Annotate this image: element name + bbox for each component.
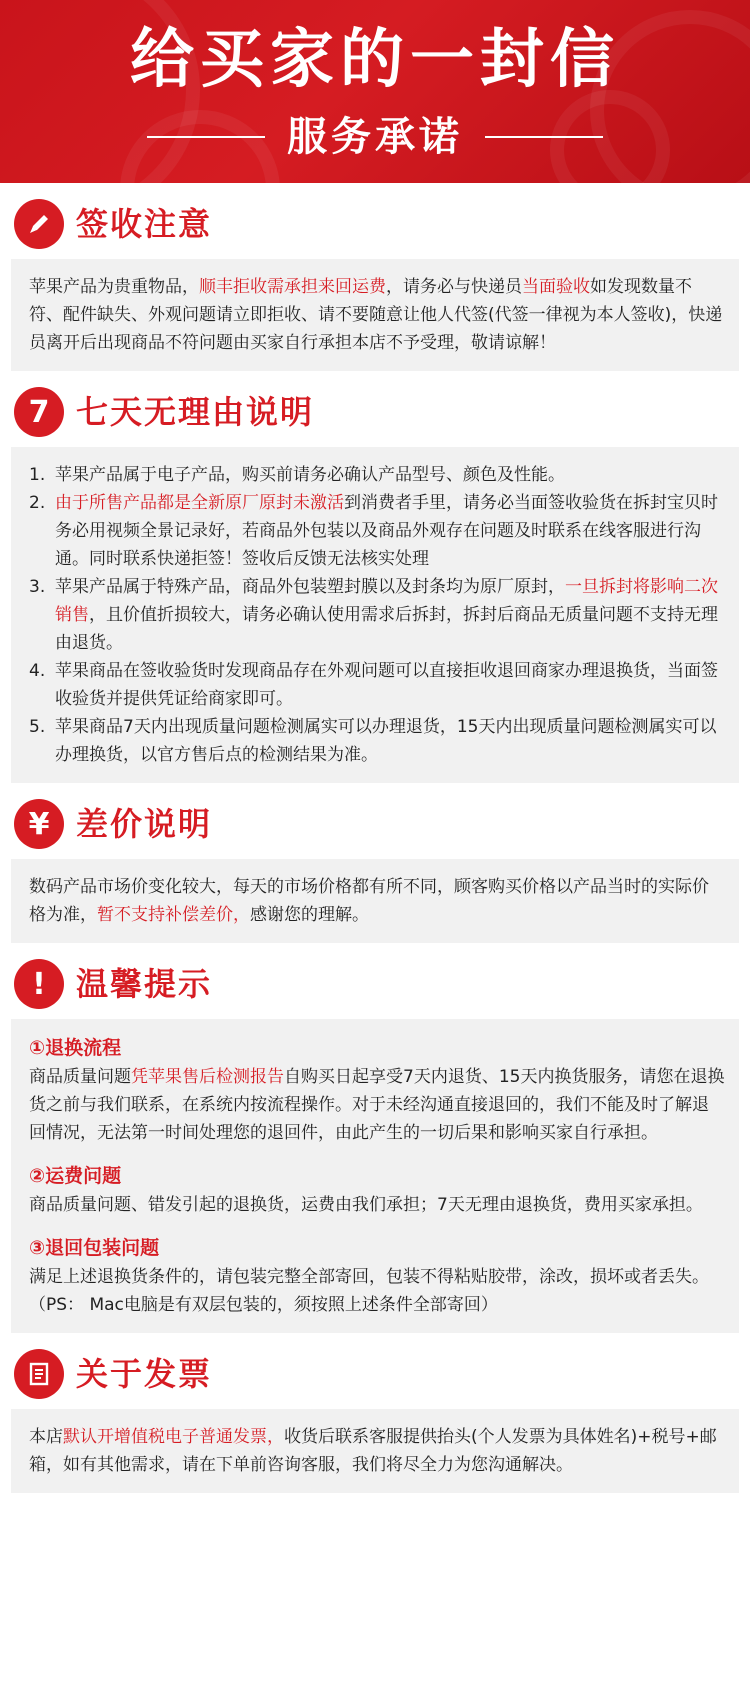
text: 感谢您的理解。 — [250, 905, 369, 925]
list-item — [29, 461, 725, 489]
section-header-seven-days — [0, 383, 750, 441]
section-title: 差价说明 — [76, 805, 213, 843]
highlight-text: 顺丰拒收需承担来回运费 — [199, 277, 386, 297]
text: ，请务必与快递员 — [386, 277, 522, 297]
divider-line — [147, 136, 265, 138]
section-title: 关于发票 — [76, 1355, 213, 1393]
text: 苹果产品为贵重物品， — [29, 277, 199, 297]
exclamation-icon: ! — [14, 959, 64, 1009]
seven-days-box — [11, 447, 739, 783]
section-header-tips — [0, 955, 750, 1013]
item-text: 苹果产品属于特殊产品，商品外包装塑封膜以及封条均为原厂原封，一旦拆封将影响二次销售，且价值折损较大，请务必确认使用需求后拆封，拆封后商品无质量问题不支持无理由退货。 — [55, 577, 718, 653]
text: 数码产品市场价变化较大，每天的市场价格都有所不同，顾客购买价格以产品当时的实际价格为准， — [29, 877, 709, 925]
tip-return-process — [29, 1033, 725, 1147]
page-subtitle: 服务承诺 — [287, 114, 463, 160]
tip-text: 商品质量问题凭苹果售后检测报告自购买日起享受7天内退货、15天内换货服务，请您在退换货之前与我们联系，在系统内按流程操作。对于未经沟通直接退回的，我们不能及时了解退回情况，无法第一时间处理您的退回件，由此产生的一切后果和影响买家自行承担。 — [29, 1067, 725, 1143]
invoice-box — [11, 1409, 739, 1493]
section-header-invoice — [0, 1345, 750, 1403]
list-item — [29, 489, 725, 573]
item-number: 3. — [29, 577, 46, 597]
highlight-text: 当面验收 — [522, 277, 590, 297]
divider-line — [485, 136, 603, 138]
tip-text: 满足上述退换货条件的，请包装完整全部寄回，包装不得粘贴胶带，涂改，损坏或者丢失。（PS： Mac电脑是有双层包装的，须按照上述条件全部寄回） — [29, 1267, 709, 1315]
item-text: 苹果产品属于电子产品，购买前请务必确认产品型号、颜色及性能。 — [55, 465, 565, 485]
item-text: 由于所售产品都是全新原厂原封未激活到消费者手里，请务必当面签收验货在拆封宝贝时务必用视频全景记录好，若商品外包装以及商品外观存在问题及时联系在线客服进行沟通。同时联系快递拒签！签收后反馈无法核实处理 — [55, 493, 718, 569]
item-number: 5. — [29, 717, 46, 737]
item-text: 苹果商品在签收验货时发现商品存在外观问题可以直接拒收退回商家办理退换货，当面签收验货并提供凭证给商家即可。 — [55, 661, 718, 709]
item-text: 苹果商品7天内出现质量问题检测属实可以办理退货，15天内出现质量问题检测属实可以办理换货，以官方售后点的检测结果为准。 — [55, 717, 717, 765]
highlight-text: 暂不支持补偿差价， — [97, 905, 250, 925]
text: 收货后联系客服提供抬头(个人发票为具体姓名)+税号+邮箱，如有其他需求，请在下单前咨询客服，我们将尽全力为您沟通解决。 — [29, 1427, 717, 1475]
rules-list — [29, 461, 725, 769]
item-number: 4. — [29, 661, 46, 681]
header-banner — [0, 0, 750, 183]
list-item — [29, 657, 725, 713]
tip-title: ②运费问题 — [29, 1165, 122, 1187]
tip-shipping — [29, 1161, 725, 1219]
section-title: 签收注意 — [76, 205, 213, 243]
page-title: 给买家的一封信 — [130, 23, 620, 97]
tip-title: ①退换流程 — [29, 1037, 122, 1059]
subtitle-row — [0, 112, 750, 162]
text: 如发现数量不符、配件缺失、外观问题请立即拒收、请不要随意让他人代签(代签一律视为本人签收)，快递员离开后出现商品不符问题由买家自行承担本店不予受理，敬请谅解！ — [29, 277, 723, 353]
pen-icon — [14, 199, 64, 249]
list-item — [29, 713, 725, 769]
yen-icon: ¥ — [14, 799, 64, 849]
section-header-price — [0, 795, 750, 853]
section-title: 七天无理由说明 — [76, 393, 315, 431]
tip-text: 商品质量问题、错发引起的退换货，运费由我们承担；7天无理由退换货，费用买家承担。 — [29, 1195, 703, 1215]
receipt-notice-box — [11, 259, 739, 371]
section-header-receipt — [0, 195, 750, 253]
tips-box — [11, 1019, 739, 1333]
list-item — [29, 573, 725, 657]
item-number: 2. — [29, 493, 46, 513]
document-icon — [14, 1349, 64, 1399]
seven-icon: 7 — [14, 387, 64, 437]
price-diff-box — [11, 859, 739, 943]
tip-title: ③退回包装问题 — [29, 1237, 160, 1259]
highlight-text: 默认开增值税电子普通发票， — [63, 1427, 284, 1447]
section-title: 温馨提示 — [76, 965, 213, 1003]
text: 本店 — [29, 1427, 63, 1447]
item-number: 1. — [29, 465, 46, 485]
tip-packaging — [29, 1233, 725, 1319]
